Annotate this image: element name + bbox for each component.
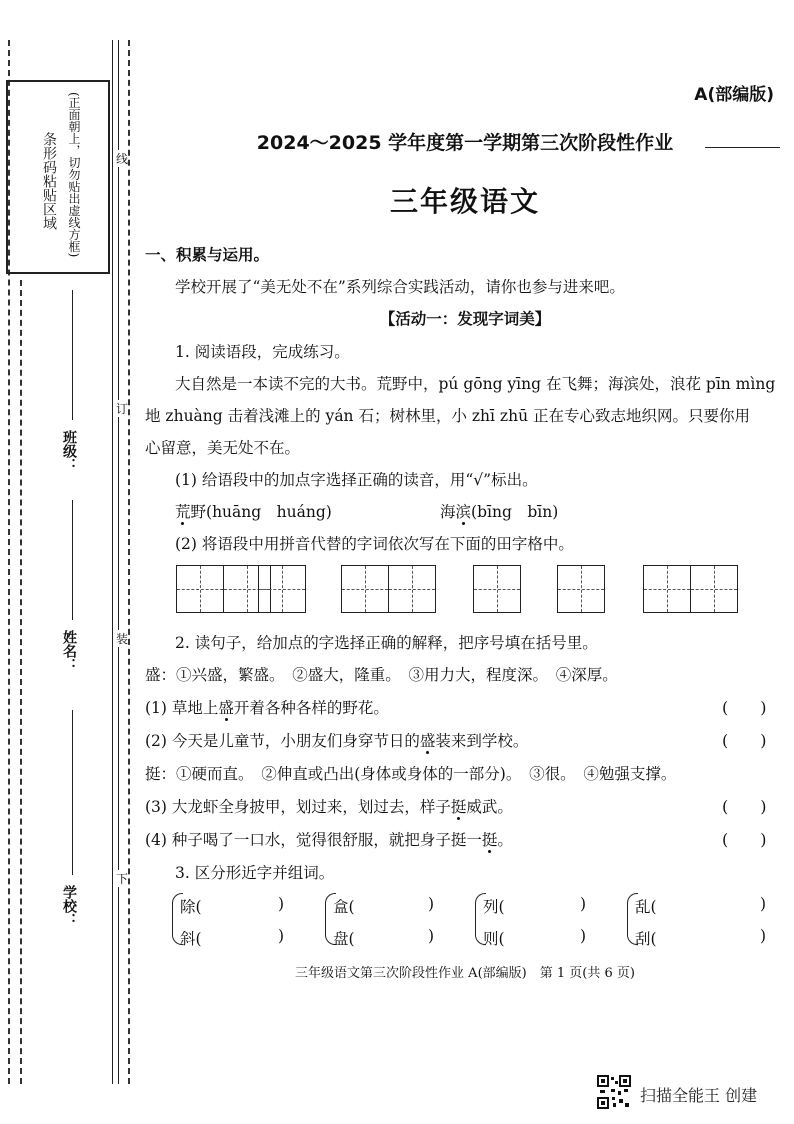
- option-text: (bīng bīn): [471, 503, 559, 521]
- qr-code-icon: [597, 1075, 631, 1109]
- q3-close: ): [278, 927, 285, 945]
- sheng-definitions: 盛：①兴盛，繁盛。 ②盛大，隆重。 ③用力大，程度深。 ④深厚。: [145, 666, 618, 684]
- dotted-char: 盛: [419, 732, 436, 750]
- name-blank[interactable]: [72, 500, 73, 620]
- sentence-text: (1) 草地上: [145, 699, 219, 717]
- exam-title: 2024～2025 学年度第一学期第三次阶段性作业: [256, 132, 674, 154]
- section-intro: 学校开展了“美无处不在”系列综合实践活动，请你也参与进来吧。: [175, 278, 625, 296]
- q3-stem: 3. 区分形近字并组词。: [175, 864, 335, 882]
- answer-paren[interactable]: ( ): [722, 698, 767, 717]
- q1-stem: 1. 阅读语段，完成练习。: [175, 343, 350, 361]
- title-rule: [705, 147, 780, 148]
- tian-cell[interactable]: [643, 565, 691, 613]
- tian-cell[interactable]: [388, 565, 436, 613]
- q3-item: 列(: [483, 898, 505, 916]
- q3-item: 刮(: [635, 930, 657, 948]
- q3-close: ): [428, 927, 435, 945]
- q3-close: ): [760, 927, 767, 945]
- barcode-note: (正面朝上，切勿贴出虚线方框): [67, 92, 81, 258]
- sentence-text: 装来到学校。: [435, 732, 529, 750]
- q1-paragraph-line: 心留意，美无处不在。: [145, 439, 301, 457]
- tian-cell[interactable]: [557, 565, 605, 613]
- q1-option-huangye[interactable]: [175, 500, 332, 522]
- q2-stem: 2. 读句子，给加点的字选择正确的解释，把序号填在括号里。: [175, 634, 598, 652]
- answer-paren[interactable]: ( ): [722, 731, 767, 750]
- sentence-text: (3) 大龙虾全身披甲，划过来，划过去，样子: [145, 798, 451, 816]
- answer-paren[interactable]: ( ): [722, 830, 767, 849]
- q3-close: ): [760, 895, 767, 913]
- dotted-char: 挺: [450, 798, 467, 816]
- page-footer: 三年级语文第三次阶段性作业 A(部编版) 第 1 页(共 6 页): [295, 966, 635, 981]
- school-label: 学校：: [61, 885, 77, 927]
- q3-close: ): [580, 927, 587, 945]
- dotted-char: 荒: [175, 503, 191, 521]
- cut-mark: 订: [116, 402, 129, 416]
- sentence-text: (2) 今天是儿童节，小朋友们身穿节日的: [145, 732, 420, 750]
- q3-item: 斜(: [180, 930, 202, 948]
- binding-solid-line: [112, 40, 113, 1084]
- scanner-watermark: 扫描全能王 创建: [640, 1086, 758, 1105]
- option-text: 野(huāng huáng): [190, 503, 332, 521]
- school-blank[interactable]: [72, 710, 73, 875]
- binding-dashed-line: [128, 40, 130, 1084]
- q1-sub1: (1) 给语段中的加点字选择正确的读音，用“√”标出。: [175, 471, 538, 489]
- q3-close: ): [428, 895, 435, 913]
- sentence-text: 。: [497, 831, 513, 849]
- section-heading: 一、积累与运用。: [145, 246, 270, 264]
- tian-cell[interactable]: [258, 565, 306, 613]
- name-label: 姓名：: [61, 630, 77, 672]
- dotted-char: 挺: [481, 831, 498, 849]
- q1-paragraph-line: 地 zhuàng 击着浅滩上的 yán 石；树林里，小 zhī zhū 正在专心致志地织网。只要你用: [145, 407, 750, 425]
- tian-grid-group[interactable]: [341, 565, 436, 613]
- q3-item: 盒(: [333, 898, 355, 916]
- option-char: 海: [440, 503, 456, 521]
- q2-sentence-1: [145, 696, 389, 718]
- subject-title: 三年级语文: [389, 185, 540, 218]
- tian-grid-group[interactable]: [643, 565, 738, 613]
- ting-definitions: 挺：①硬而直。 ②伸直或凸出(身体或身体的一部分)。 ③很。 ④勉强支撑。: [145, 765, 677, 783]
- class-blank[interactable]: [72, 290, 73, 420]
- barcode-area: [6, 80, 110, 274]
- binding-dashed-line: [20, 280, 22, 1084]
- q3-item: 除(: [180, 898, 202, 916]
- class-label: 班级：: [61, 430, 77, 472]
- sentence-text: (4) 种子喝了一口水，觉得很舒服，就把身子挺一: [145, 831, 482, 849]
- binding-solid-line: [118, 40, 119, 1084]
- tian-cell[interactable]: [690, 565, 738, 613]
- q2-sentence-4: [145, 828, 513, 850]
- sentence-text: 开着各种各样的野花。: [233, 699, 389, 717]
- tian-cell[interactable]: [176, 565, 224, 613]
- q3-item: 乱(: [635, 898, 657, 916]
- q2-sentence-3: [145, 795, 513, 817]
- cut-mark: 线: [116, 152, 129, 166]
- tian-grid-group[interactable]: [258, 565, 306, 613]
- q3-item: 则(: [483, 930, 505, 948]
- tian-grid-group[interactable]: [557, 565, 605, 613]
- cut-mark: 装: [116, 632, 129, 646]
- q1-paragraph-line: 大自然是一本读不完的大书。荒野中，pú gōng yīng 在飞舞；海滨处，浪花 pīn mìng: [175, 375, 776, 393]
- q3-close: ): [580, 895, 587, 913]
- tian-grid-group[interactable]: [176, 565, 271, 613]
- answer-paren[interactable]: ( ): [722, 797, 767, 816]
- tian-cell[interactable]: [473, 565, 521, 613]
- sentence-text: 威武。: [466, 798, 513, 816]
- q2-sentence-2: [145, 729, 528, 751]
- q1-option-haibin[interactable]: [440, 500, 558, 522]
- cut-mark: 下: [116, 872, 129, 886]
- q3-item: 盘(: [333, 930, 355, 948]
- dotted-char: 滨: [455, 503, 472, 521]
- barcode-label: 条形码粘贴区域: [41, 132, 57, 230]
- q1-sub2: (2) 将语段中用拼音代替的字词依次写在下面的田字格中。: [175, 535, 574, 553]
- q3-close: ): [278, 895, 285, 913]
- edition-label: A(部编版): [694, 85, 774, 105]
- tian-cell[interactable]: [341, 565, 389, 613]
- tian-grid-group[interactable]: [473, 565, 521, 613]
- dotted-char: 盛: [218, 699, 234, 717]
- activity-title: 【活动一：发现字词美】: [379, 310, 551, 328]
